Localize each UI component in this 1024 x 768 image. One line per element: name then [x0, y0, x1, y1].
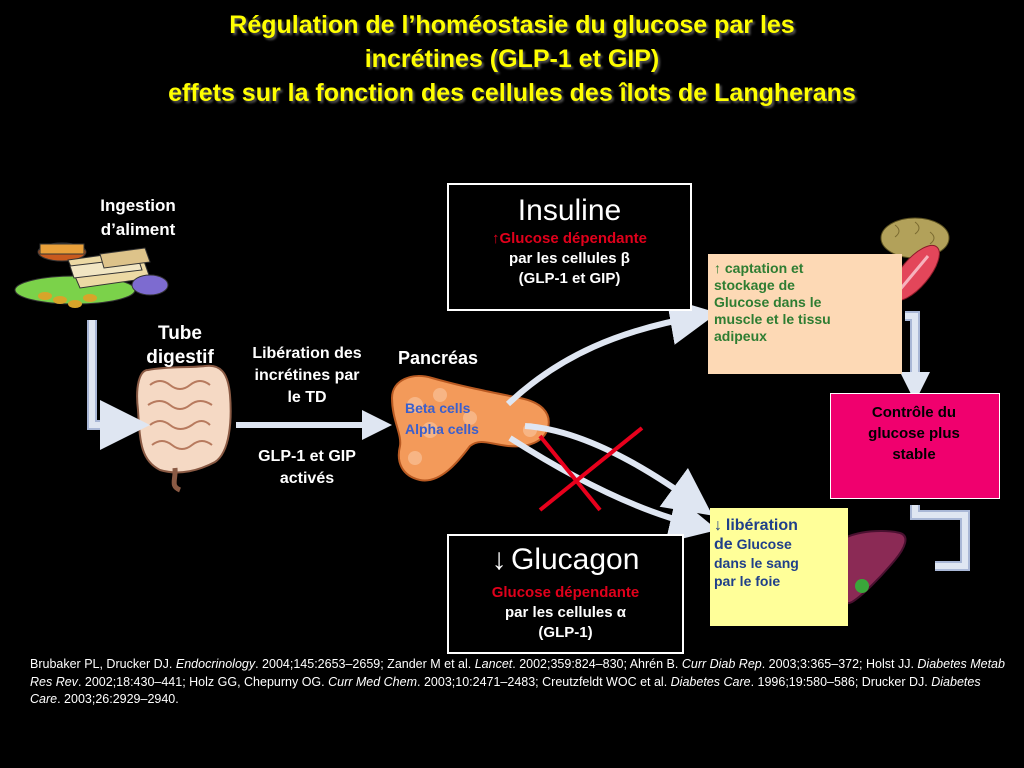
title-line-3: effets sur la fonction des cellules des îlots de Langherans [168, 79, 856, 107]
insulin-glucose-dependent: Glucose dépendante [499, 230, 648, 247]
beta-cells-label: Beta cells [405, 400, 471, 416]
glucagon-box [447, 534, 684, 654]
glp-activated-label [234, 446, 380, 490]
references [30, 656, 1005, 709]
ref-text-5: . 2002;18:430–441; Holz GG, Chepurny OG. [77, 674, 329, 689]
liver-release-text [714, 516, 806, 590]
glucose-control-line-2: glucose plus [868, 425, 960, 442]
incretin-release-line-1: Libération des [252, 345, 362, 362]
ref-text-8: . 2003;26:2929–2940. [57, 692, 179, 706]
ref-text-3: . 2002;359:824–830; Ahrén B. [512, 657, 682, 671]
liver-release-word: libération [725, 517, 798, 534]
red-cross-line-1 [540, 436, 600, 510]
food-intake-line-2: d’aliment [100, 220, 176, 239]
liver-release-de: de [714, 536, 733, 553]
intestine-icon [137, 366, 231, 490]
glucagon-alpha-cells: par les cellules α [505, 604, 626, 621]
incretin-release-line-2: incrétines par [254, 367, 360, 384]
ref-journal-3: Curr Diab Rep [681, 657, 762, 671]
insulin-title: Insuline [517, 194, 622, 227]
gut-line-2: digestif [146, 347, 214, 368]
up-arrow-icon: ↑ [491, 230, 500, 247]
up-arrow-small-icon: ↑ [714, 260, 721, 276]
pancreas-label: Pancréas [398, 348, 479, 368]
ref-text-7: . 1996;19:580–586; Drucker DJ. [750, 674, 932, 689]
food-plate-icon [15, 243, 168, 308]
glucose-control-line-3: stable [892, 446, 936, 463]
arrow-pancreas-to-muscle [508, 316, 700, 404]
ref-journal-4: Diabetes Metab Res Rev [30, 657, 1005, 689]
glucagon-title: Glucagon [511, 543, 640, 576]
incretin-release-label [234, 343, 380, 409]
ref-journal-2: Lancet [474, 657, 513, 671]
ref-journal-1: Endocrinology [175, 657, 256, 671]
muscle-uptake-text [714, 260, 854, 345]
title-line-1: Régulation de l’homéostasie du glucose par les [229, 11, 795, 39]
down-arrow-icon: ↓ [491, 543, 507, 576]
arrow-food-to-gut [92, 320, 130, 425]
glp-activated-line-2: activés [279, 470, 335, 487]
glucose-control-text [838, 402, 990, 465]
alpha-cells-label: Alpha cells [405, 421, 479, 437]
down-arrow-small-icon: ↓ [714, 517, 722, 534]
muscle-uptake-description: captation et stockage de Glucose dans le muscle et le tissu adipeux [714, 260, 831, 344]
food-intake-line-1: Ingestion [100, 196, 176, 215]
ref-journal-6: Diabetes Care [670, 674, 751, 689]
ref-text-1: Brubaker PL, Drucker DJ. [30, 657, 176, 671]
insulin-glp-gip: (GLP-1 et GIP) [518, 270, 621, 287]
insulin-beta-cells: par les cellules β [509, 250, 630, 267]
islet-cells-label [405, 398, 479, 440]
ref-journal-7: Diabetes Care [30, 674, 981, 706]
gut-label [130, 322, 230, 370]
ref-text-6: . 2003;10:2471–2483; Creutzfeldt WOC et al. [417, 674, 671, 689]
ref-text-2: . 2004;145:2653–2659; Zander M et al. [255, 657, 475, 671]
title-line-2: incrétines (GLP-1 et GIP) [364, 45, 660, 73]
glucagon-glucose-dependent: Glucose dépendante [491, 584, 640, 601]
liver-release-description: Glucose dans le sang par le foie [714, 536, 799, 589]
glucagon-glp1: (GLP-1) [538, 624, 593, 641]
glp-activated-line-1: GLP-1 et GIP [258, 448, 356, 465]
food-intake-label [78, 194, 198, 242]
arrow-liver-to-control [915, 505, 965, 566]
gut-line-1: Tube [158, 323, 202, 344]
glucose-control-line-1: Contrôle du [871, 404, 957, 421]
incretin-release-line-3: le TD [287, 389, 327, 406]
insulin-box [447, 183, 692, 311]
ref-journal-5: Curr Med Chem [328, 674, 418, 689]
ref-text-4: . 2003;3:365–372; Holst JJ. [761, 657, 918, 671]
